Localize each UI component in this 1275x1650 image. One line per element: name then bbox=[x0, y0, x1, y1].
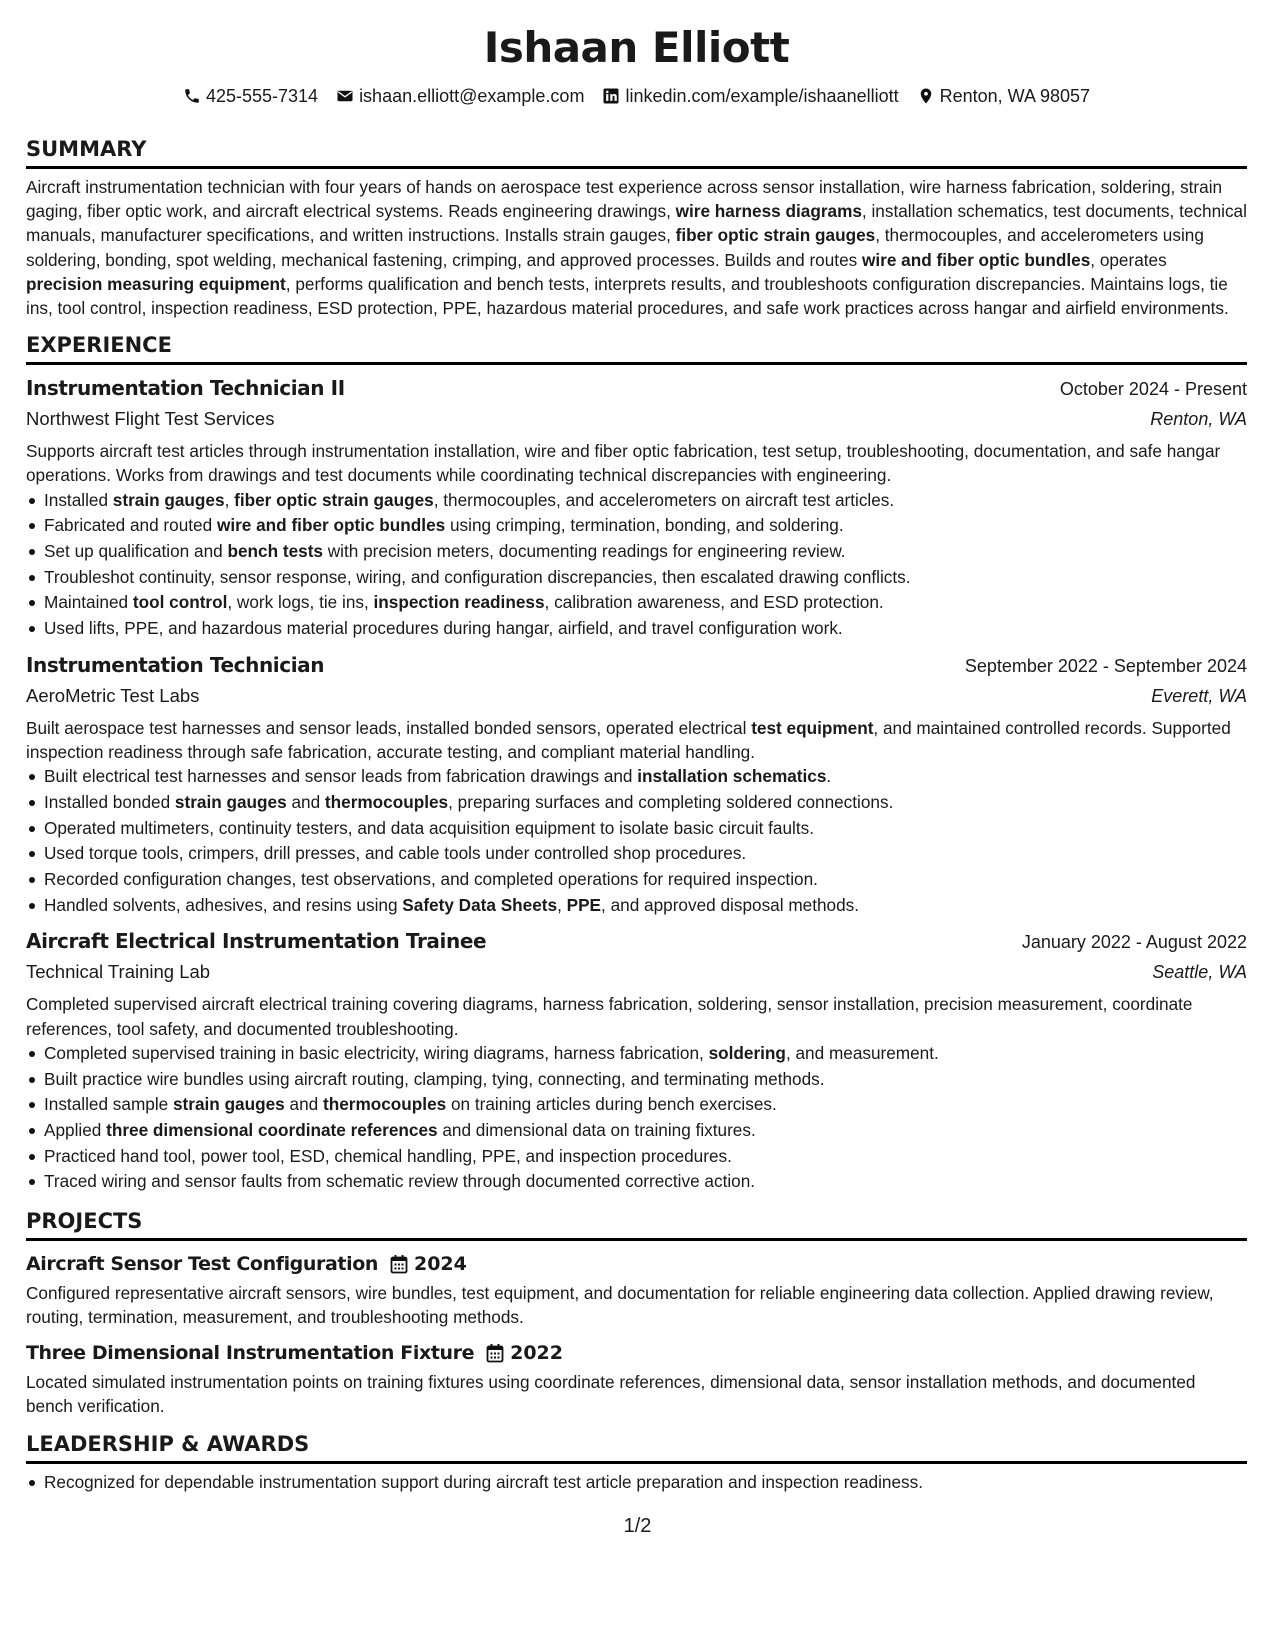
text-run: Completed supervised training in basic electricity, wiring diagrams, harness fabrication, bbox=[44, 1042, 709, 1063]
text-run: Maintained bbox=[44, 592, 133, 613]
bold-text: strain gauges bbox=[172, 1094, 285, 1115]
job-bullet bbox=[44, 488, 1247, 514]
job-bullet bbox=[44, 565, 1247, 591]
job-bullet bbox=[44, 1092, 1247, 1118]
text-run: Recorded configuration changes, test observations, and completed operations for required inspection. bbox=[44, 869, 818, 890]
text-run: Completed supervised aircraft electrical training covering diagrams, harness fabrication, soldering, sensor installation, precision measurement, coordinate references, tool safety, and documented troubleshooting. bbox=[26, 994, 1193, 1039]
bold-text: installation schematics bbox=[637, 766, 827, 787]
linkedin-text: linkedin.com/example/ishaanelliott bbox=[625, 86, 899, 106]
text-run: , bbox=[557, 894, 567, 915]
leadership-list bbox=[26, 1470, 1247, 1496]
job-location: Renton, WA bbox=[1150, 409, 1247, 430]
text-run: Used lifts, PPE, and hazardous material procedures during hangar, airfield, and travel configuration work. bbox=[44, 618, 843, 639]
bold-text: fiber optic strain gauges bbox=[675, 225, 876, 246]
project-date bbox=[390, 1249, 467, 1279]
job-bullets bbox=[26, 764, 1247, 918]
job-bullet bbox=[44, 590, 1247, 616]
entry-subheader bbox=[26, 404, 1247, 434]
text-run: with precision meters, documenting readings for engineering review. bbox=[322, 541, 846, 562]
text-run: , performs qualification and bench tests, interprets results, and troubleshoots configuration discrepancies. Maintains logs, tie ins, tool control, inspection readiness, ESD protection, PPE, hazardous material procedures, and safe work practices across hangar and airfield environments. bbox=[26, 273, 1229, 319]
bold-text: PPE bbox=[566, 894, 602, 915]
text-run: Aircraft instrumentation technician with four years of hands on aerospace test experience across sensor installation, wire harness fabrication, soldering, strain gaging, fiber optic work, and aircraft electrical systems. Reads engineering drawings, bbox=[26, 177, 1223, 222]
text-run: , thermocouples, and accelerometers on aircraft test articles. bbox=[433, 489, 895, 510]
projects-list bbox=[26, 1249, 1247, 1418]
project-entry bbox=[26, 1249, 1247, 1329]
text-run: and bbox=[284, 1094, 323, 1115]
text-run: Built practice wire bundles using aircraft routing, clamping, tying, connecting, and terminating methods. bbox=[44, 1068, 825, 1089]
experience-list bbox=[26, 373, 1247, 1195]
leadership-heading: LEADERSHIP & AWARDS bbox=[26, 1430, 1247, 1464]
page-number: 1/2 bbox=[623, 1515, 652, 1537]
job-dates: September 2022 - September 2024 bbox=[964, 655, 1247, 676]
text-run: Supports aircraft test articles through instrumentation installation, wire and fiber optic fabrication, test setup, troubleshooting, documentation, and safe hangar operations. Works from drawings and test documents while coordinating technical discrepancies with engineering. bbox=[26, 441, 1221, 486]
job-bullet bbox=[44, 1067, 1247, 1093]
job-bullet bbox=[44, 1041, 1247, 1067]
job-bullet bbox=[44, 816, 1247, 842]
job-description bbox=[26, 992, 1247, 1040]
entry-subheader bbox=[26, 957, 1247, 987]
phone-icon bbox=[183, 87, 201, 105]
entry-header bbox=[26, 373, 1247, 404]
company-name: AeroMetric Test Labs bbox=[26, 684, 200, 706]
location-pin-icon bbox=[917, 87, 935, 105]
text-run: , installation schematics, test documents, technical manuals, manufacturer specifications, and written instructions. Installs strain gauges, bbox=[26, 201, 1247, 246]
job-dates: January 2022 - August 2022 bbox=[1021, 932, 1247, 953]
text-run: Traced wiring and sensor faults from schematic review through documented corrective action. bbox=[44, 1171, 756, 1192]
text-run: Built electrical test harnesses and sensor leads from fabrication drawings and bbox=[44, 766, 638, 787]
entry-header bbox=[26, 650, 1247, 681]
text-run: using crimping, termination, bonding, and soldering. bbox=[445, 515, 844, 536]
bold-text: wire and fiber optic bundles bbox=[216, 515, 446, 536]
email-text: ishaan.elliott@example.com bbox=[359, 86, 585, 106]
summary-heading: SUMMARY bbox=[26, 135, 1247, 169]
experience-entry bbox=[26, 926, 1247, 1195]
projects-heading: PROJECTS bbox=[26, 1207, 1247, 1241]
contact-linkedin[interactable] bbox=[602, 84, 898, 108]
bold-text: bench tests bbox=[227, 541, 323, 562]
job-bullet bbox=[44, 616, 1247, 642]
bold-text: precision measuring equipment bbox=[26, 273, 286, 294]
job-title: Instrumentation Technician bbox=[26, 652, 325, 677]
job-title: Instrumentation Technician II bbox=[26, 376, 345, 401]
job-bullet bbox=[44, 1169, 1247, 1195]
text-run: . bbox=[826, 766, 832, 787]
bold-text: three dimensional coordinate references bbox=[106, 1119, 438, 1140]
job-bullet bbox=[44, 790, 1247, 816]
bold-text: test equipment bbox=[751, 717, 874, 738]
job-description bbox=[26, 439, 1247, 487]
text-run: Set up qualification and bbox=[44, 541, 228, 562]
job-bullets bbox=[26, 1041, 1247, 1195]
project-description: Configured representative aircraft sensors, wire bundles, test equipment, and documentation for reliable engineering data collection. Applied drawing review, routing, termination, measurement, and troubleshooting methods. bbox=[26, 1283, 1214, 1328]
text-run: , operates bbox=[1090, 249, 1167, 270]
project-date bbox=[486, 1338, 563, 1368]
email-icon bbox=[336, 87, 354, 105]
text-run: , preparing surfaces and completing soldered connections. bbox=[448, 791, 894, 812]
text-run: Applied bbox=[44, 1119, 107, 1140]
bold-text: wire and fiber optic bundles bbox=[862, 249, 1091, 270]
bold-text: wire harness diagrams bbox=[675, 201, 862, 222]
bold-text: inspection readiness bbox=[373, 592, 545, 613]
calendar-icon bbox=[486, 1343, 504, 1363]
company-name: Technical Training Lab bbox=[26, 961, 211, 983]
entry-header bbox=[26, 926, 1247, 957]
job-title: Aircraft Electrical Instrumentation Trainee bbox=[26, 929, 487, 954]
job-location: Seattle, WA bbox=[1152, 962, 1247, 983]
experience-entry bbox=[26, 650, 1247, 919]
text-run: , work logs, tie ins, bbox=[227, 592, 374, 613]
job-description bbox=[26, 716, 1247, 764]
experience-entry bbox=[26, 373, 1247, 642]
bold-text: strain gauges bbox=[112, 489, 225, 510]
project-entry bbox=[26, 1338, 1247, 1418]
bold-text: thermocouples bbox=[324, 791, 449, 812]
text-run: , bbox=[224, 489, 235, 510]
calendar-icon bbox=[390, 1254, 408, 1274]
text-run: Installed bbox=[44, 489, 113, 510]
job-bullet bbox=[44, 539, 1247, 565]
text-run: Handled solvents, adhesives, and resins using bbox=[44, 894, 403, 915]
project-title: Aircraft Sensor Test Configuration bbox=[26, 1253, 378, 1276]
text-run: on training articles during bench exercises. bbox=[446, 1094, 777, 1115]
contact-bar bbox=[26, 84, 1247, 108]
job-bullet bbox=[44, 764, 1247, 790]
job-location: Everett, WA bbox=[1151, 685, 1247, 706]
bold-text: thermocouples bbox=[322, 1094, 447, 1115]
text-run: , calibration awareness, and ESD protection. bbox=[544, 592, 884, 613]
job-bullet bbox=[44, 513, 1247, 539]
linkedin-icon bbox=[602, 87, 620, 105]
text-run: Built aerospace test harnesses and sensor leads, installed bonded sensors, operated electrical bbox=[26, 717, 752, 738]
text-run: and bbox=[286, 791, 325, 812]
text-run: Operated multimeters, continuity testers, and data acquisition equipment to isolate basic circuit faults. bbox=[44, 817, 815, 838]
bold-text: Safety Data Sheets bbox=[402, 894, 558, 915]
text-run: , and measurement. bbox=[785, 1042, 939, 1063]
text-run: Practiced hand tool, power tool, ESD, chemical handling, PPE, and inspection procedures. bbox=[44, 1145, 732, 1166]
entry-subheader bbox=[26, 681, 1247, 711]
job-bullet bbox=[44, 1118, 1247, 1144]
job-bullet bbox=[44, 867, 1247, 893]
phone-text: 425-555-7314 bbox=[205, 86, 319, 106]
project-header bbox=[26, 1338, 1247, 1368]
text-run: Troubleshot continuity, sensor response, wiring, and configuration discrepancies, then escalated drawing conflicts. bbox=[44, 566, 911, 587]
job-bullet bbox=[44, 841, 1247, 867]
job-bullet bbox=[44, 893, 1247, 919]
location-text: Renton, WA 98057 bbox=[939, 86, 1091, 106]
contact-email[interactable] bbox=[336, 84, 584, 108]
text-run: , and approved disposal methods. bbox=[601, 894, 860, 915]
experience-heading: EXPERIENCE bbox=[26, 331, 1247, 365]
contact-location bbox=[917, 84, 1090, 108]
bold-text: fiber optic strain gauges bbox=[234, 489, 434, 510]
text-run: Installed bonded bbox=[44, 791, 175, 812]
text-run: and dimensional data on training fixtures. bbox=[437, 1119, 756, 1140]
project-description: Located simulated instrumentation points on training fixtures using coordinate references, dimensional data, sensor installation methods, and documented bench verification. bbox=[26, 1371, 1196, 1416]
job-bullets bbox=[26, 488, 1247, 642]
project-title: Three Dimensional Instrumentation Fixture bbox=[26, 1341, 475, 1364]
text-run: , thermocouples, and accelerometers using soldering, bonding, spot welding, mechanical fastening, crimping, and approved processes. Builds and routes bbox=[26, 225, 1204, 270]
company-name: Northwest Flight Test Services bbox=[26, 408, 275, 430]
contact-phone[interactable] bbox=[183, 84, 318, 108]
candidate-name: Ishaan Elliott bbox=[483, 23, 790, 72]
job-dates: October 2024 - Present bbox=[1059, 379, 1247, 400]
job-bullet bbox=[44, 1144, 1247, 1170]
bold-text: soldering bbox=[708, 1042, 786, 1063]
project-header bbox=[26, 1249, 1247, 1279]
bold-text: strain gauges bbox=[174, 791, 287, 812]
summary-text bbox=[26, 175, 1247, 320]
project-year: 2024 bbox=[413, 1253, 467, 1276]
award-bullet: Recognized for dependable instrumentation support during aircraft test article preparation and inspection readiness. bbox=[44, 1470, 1247, 1496]
project-year: 2022 bbox=[510, 1341, 563, 1364]
text-run: Installed sample bbox=[44, 1094, 173, 1115]
text-run: Fabricated and routed bbox=[44, 515, 217, 536]
text-run: , and maintained controlled records. Supported inspection readiness through safe fabrication, accurate testing, and compliant material handling. bbox=[26, 717, 1231, 763]
text-run: Used torque tools, crimpers, drill presses, and cable tools under controlled shop procedures. bbox=[44, 843, 747, 864]
bold-text: tool control bbox=[132, 592, 228, 613]
